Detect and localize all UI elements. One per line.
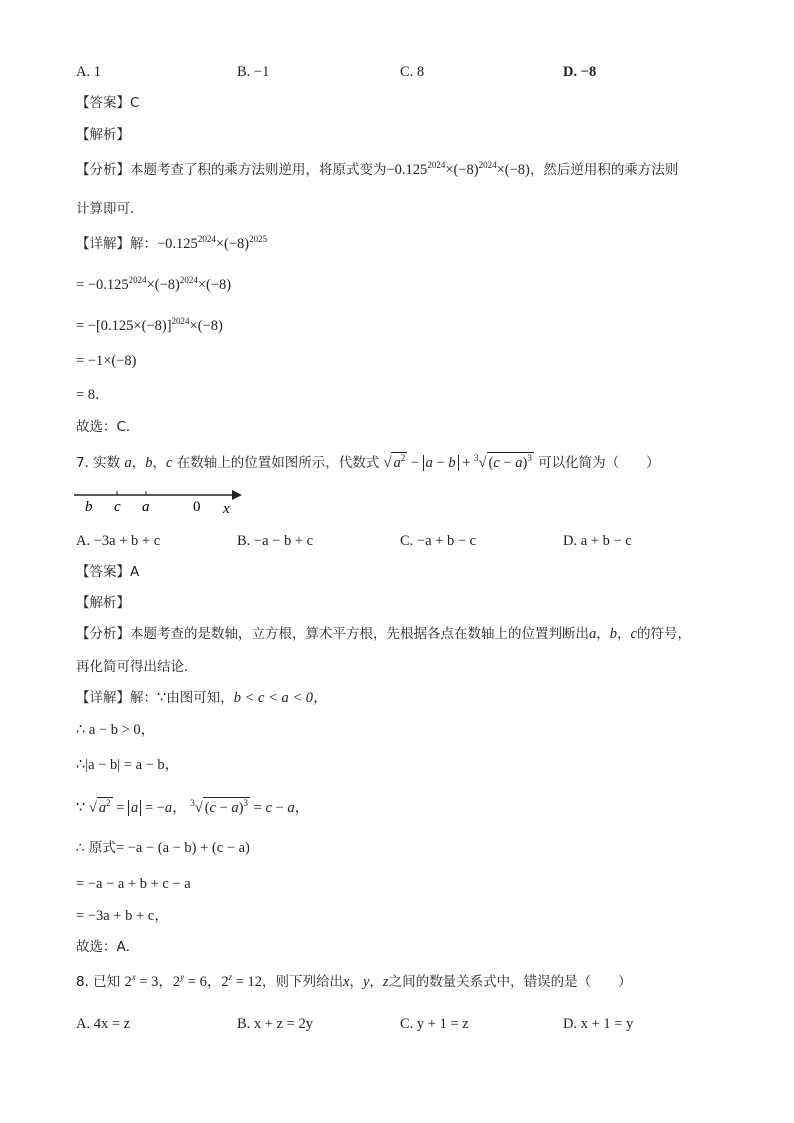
label-c: c [114, 499, 121, 515]
q7-answer: 【答案】A [76, 564, 140, 580]
q7-step4-expr: = −a − (a − b) + (c − a) [115, 840, 250, 856]
q7-step3: ∵ √ $a^2 = a = -a$， $^3$√ $(c - a)^3 = c - a$， [76, 798, 310, 816]
q8-option-c: C. y + 1 = z [400, 1016, 469, 1032]
q6-step4: = −1×(−8) [76, 353, 137, 369]
q6-fenxi [76, 160, 678, 180]
q6-step3: = $-[0.125\times(-8)]^{2024}\times(-8)$ [76, 316, 223, 334]
q6-fenxi-prefix: 【分析】本题考查了积的乘方法则逆用，将原式变为 [76, 162, 387, 178]
q7-option-d: D. a + b − c [563, 533, 632, 549]
q6-fenxi-suffix: ，然后逆用积的乘方法则 [529, 162, 679, 178]
q8-option-d: D. x + 1 = y [563, 1016, 634, 1032]
q6-step5: = 8． [76, 387, 110, 403]
label-zero: 0 [193, 499, 201, 515]
q7-stem-mid: 在数轴上的位置如图所示，代数式 [176, 455, 380, 471]
q7-conclusion: 故选：A． [76, 939, 140, 955]
q6-fenxi-expr: $-0.125^{2024}\times(-8)^{2024}\times(-8)$ [386, 160, 530, 178]
q8-stem-suffix: ，则下列给出 [262, 974, 344, 990]
q7-step5: = −a − a + b + c − a [76, 876, 191, 892]
q6-step1: $-0.125^{2024}\times(-8)^{2025}$ [157, 234, 268, 252]
q7-fenxi-line1: 【分析】本题考查的是数轴，立方根，算术平方根，先根据各点在数轴上的位置判断出 [76, 626, 589, 642]
q6-option-d: D. −8 [563, 64, 597, 80]
q8-given: $2^x = 3$，$2^y = 6$，$2^z = 12$ [124, 972, 263, 990]
q7-option-b: B. −a − b + c [237, 533, 314, 549]
q7-option-a: A. −3a + b + c [76, 533, 161, 549]
q7-option-c: C. −a + b − c [400, 533, 477, 549]
arrow-icon [232, 490, 242, 500]
q6-option-b: B. −1 [237, 64, 270, 80]
q7-fenxi-line2: 再化简可得出结论． [76, 659, 198, 675]
q7-stem: 7. 实数 a，b，c 在数轴上的位置如图所示，代数式 √ $a^2 - a - b + ^3√$ $(c - a)^3$ 可以化简为（ ） [76, 453, 660, 471]
q7-number-line [72, 484, 247, 518]
q6-option-a: A. 1 [76, 64, 101, 80]
q6-answer: 【答案】C [76, 95, 140, 111]
q7-stem-prefix: 7. 实数 [76, 455, 121, 471]
q6-conclusion: 故选：C． [76, 419, 140, 435]
q7-fenxi-line1-end: 的符号， [636, 626, 691, 642]
q7-fenxi: 【分析】本题考查的是数轴，立方根，算术平方根，先根据各点在数轴上的位置判断出a，b，c的符号， [76, 626, 691, 642]
label-x: x [223, 501, 230, 517]
q8-stem-prefix: 8. 已知 [76, 974, 121, 990]
q8-stem-end: 之间的数量关系式中，错误的是（ ） [388, 974, 632, 990]
q6-analysis-title: 【解析】 [76, 127, 130, 143]
q6-option-c: C. 8 [400, 64, 425, 80]
q7-step4-prefix: ∴ 原式 [76, 840, 116, 856]
q8-option-b: B. x + z = 2y [237, 1016, 313, 1032]
q7-xiangjie-expr: b < c < a < 0， [233, 690, 328, 706]
q6-fenxi-line2: 计算即可． [76, 201, 144, 217]
q7-expression: √ $a^2 - a - b + ^3√$ $(c - a)^3$ [383, 453, 532, 471]
q7-xiangjie-text: 由图可知， [166, 690, 234, 706]
q7-step1: ∴ a − b > 0， [76, 722, 156, 738]
q8-stem: 8. 已知 $2^x = 3$，$2^y = 6$，$2^z = 12$，则下列给出x，y，z之间的数量关系式中，错误的是（ ） [76, 972, 632, 990]
q6-step2: = $-0.125^{2024}\times(-8)^{2024}\times(-8)$ [76, 275, 232, 293]
q8-option-a: A. 4x = z [76, 1016, 131, 1032]
q7-xiangjie: 【详解】解：∵由图可知，b < c < a < 0， [76, 690, 328, 706]
q7-step6: = −3a + b + c， [76, 908, 169, 924]
q7-stem-suffix: 可以化简为（ ） [538, 455, 660, 471]
q7-step2: ∴|a − b| = a − b， [76, 757, 180, 773]
label-a: a [142, 499, 150, 515]
q7-step4 [76, 838, 250, 858]
q6-xiangjie [76, 234, 267, 254]
q7-analysis-title: 【解析】 [76, 595, 130, 611]
q7-xiangjie-prefix: 【详解】解： [76, 690, 157, 706]
label-b: b [85, 499, 93, 515]
q6-xiangjie-prefix: 【详解】解： [76, 236, 157, 252]
